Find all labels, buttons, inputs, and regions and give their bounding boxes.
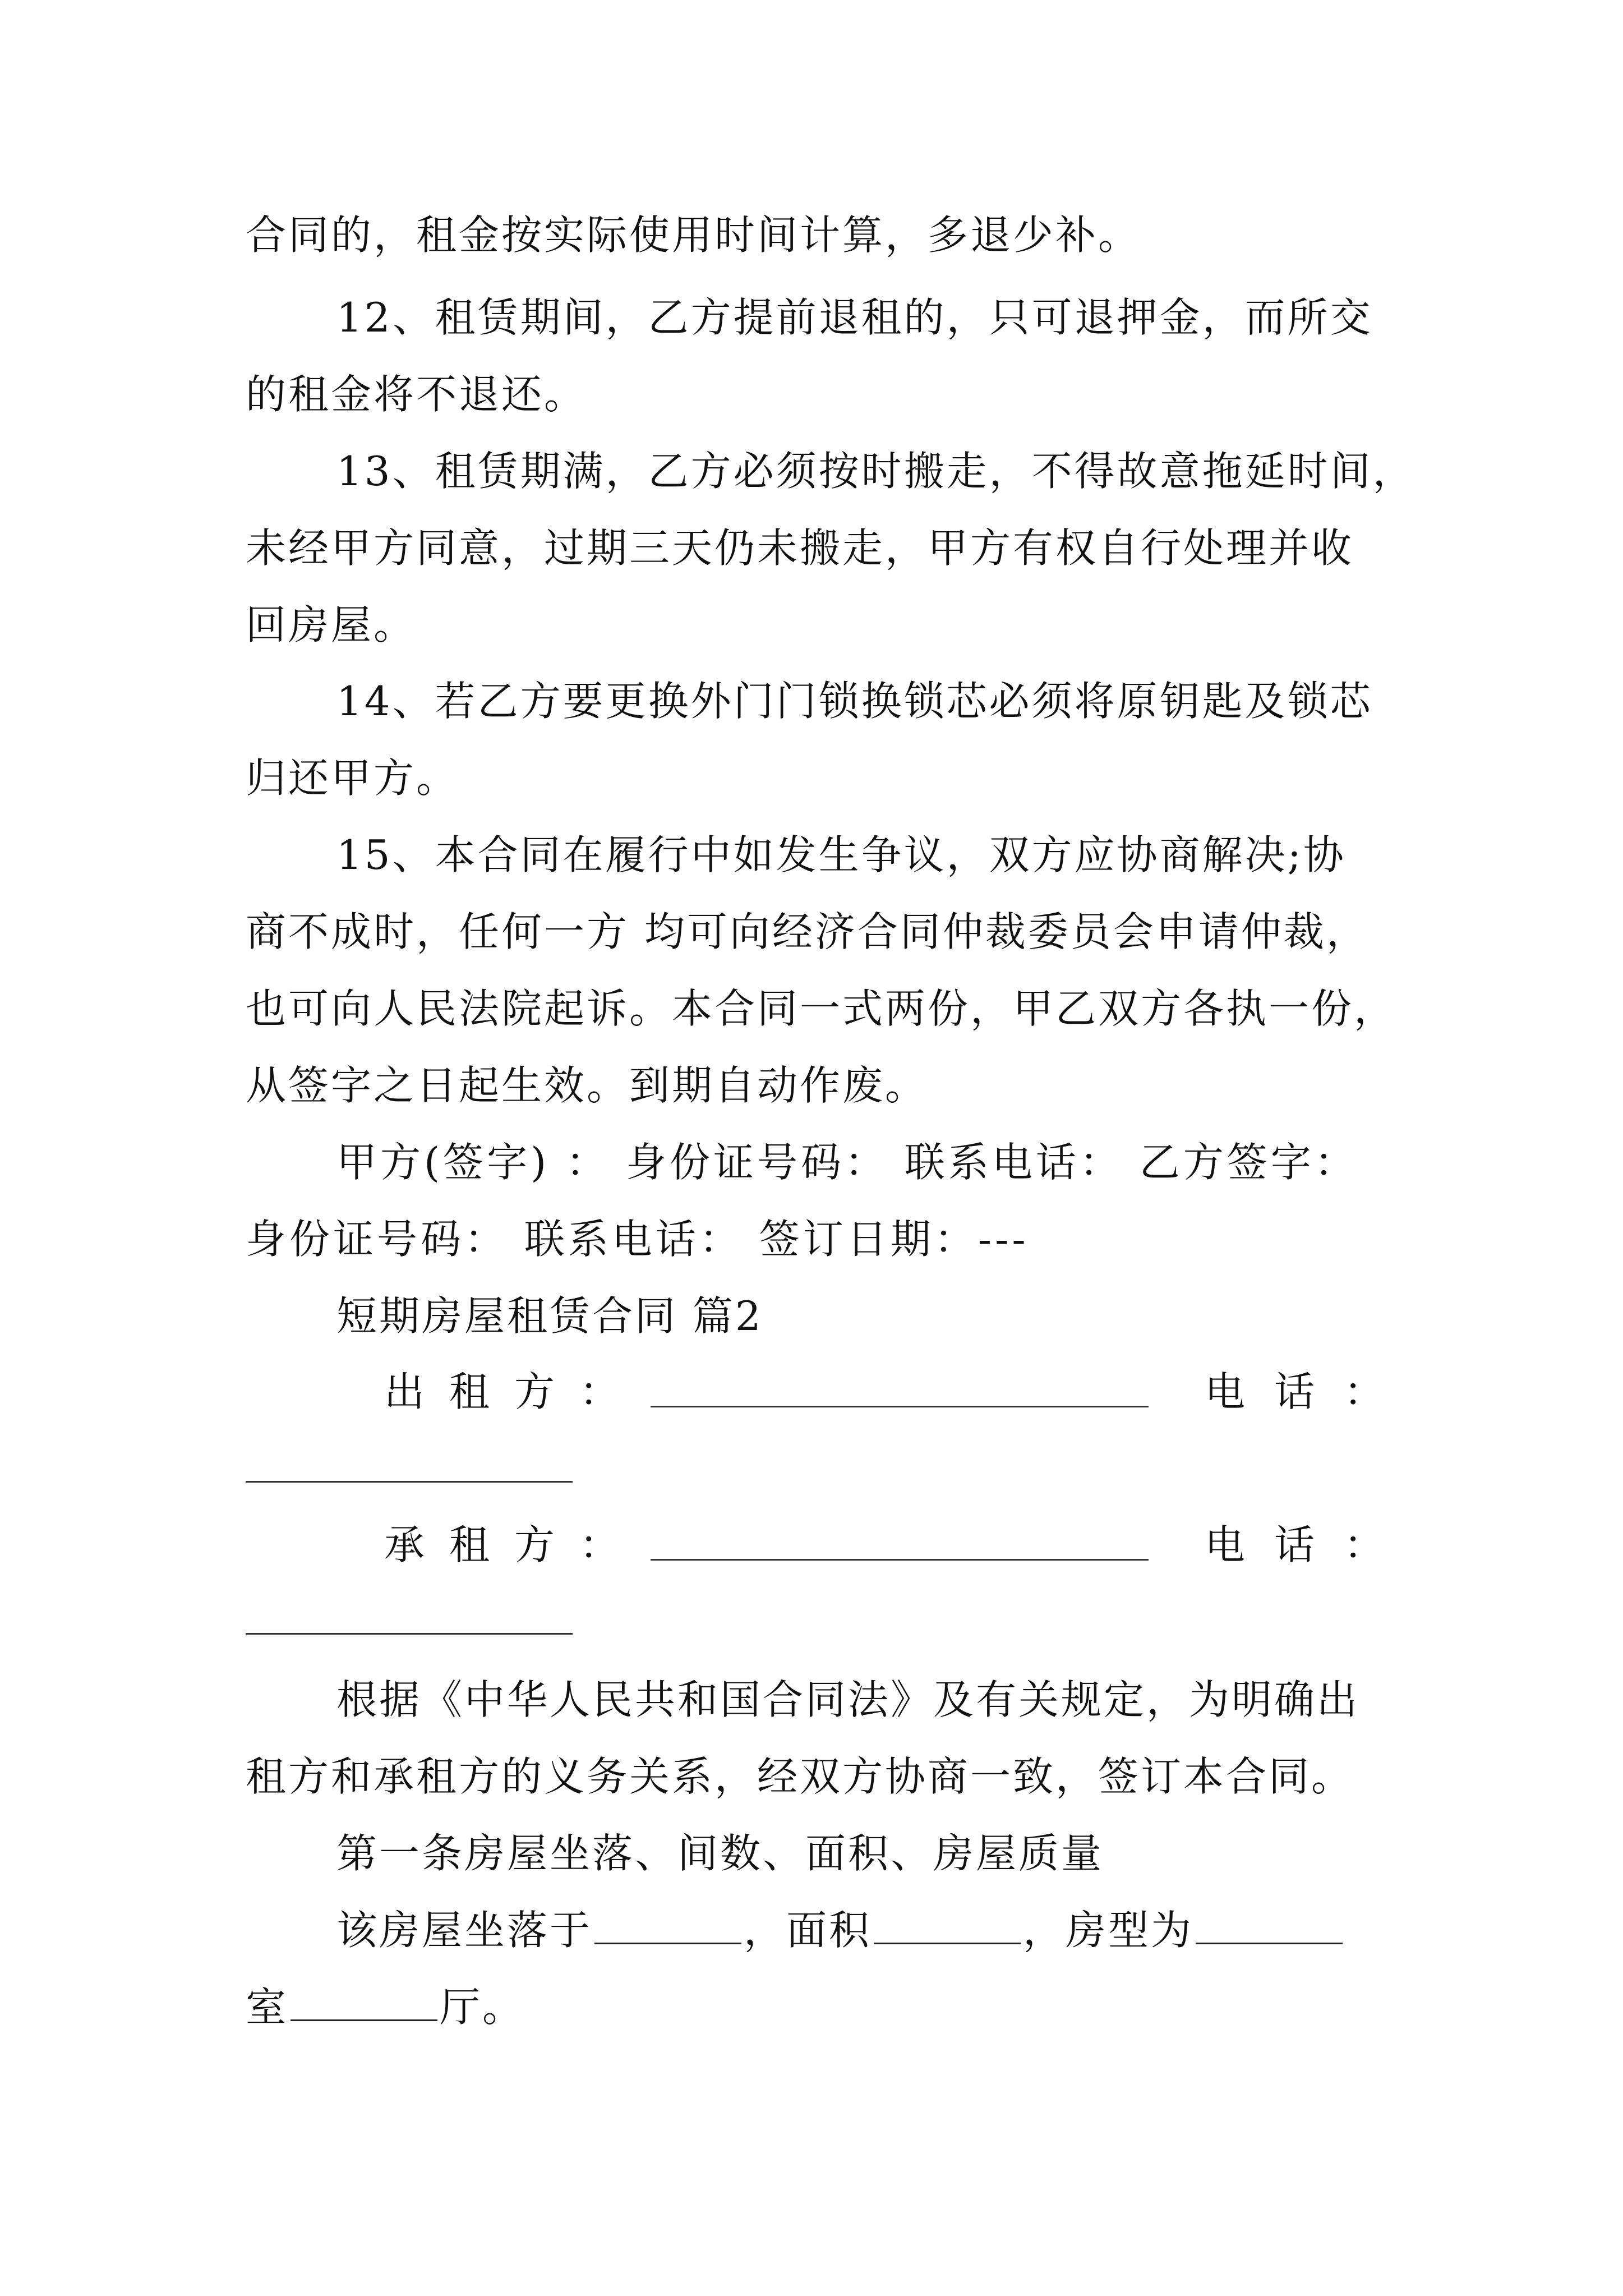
paragraph-line: 14、若乙方要更换外门门锁换锁芯必须将原钥匙及锁芯: [336, 678, 1373, 725]
paragraph-line: 根据《中华人民共和国合同法》及有关规定，为明确出: [336, 1676, 1360, 1723]
article-title: 第一条房屋坐落、间数、面积、房屋质量: [336, 1830, 1104, 1877]
location-blank: [594, 1913, 741, 1944]
signature-line: 甲方(签字) ： 身份证号码： 联系电话： 乙方签字：: [336, 1139, 1358, 1186]
house-type-line: [246, 1984, 525, 2031]
type-label: ，房型为: [1023, 1907, 1194, 1954]
lessee-phone-line: [246, 1633, 573, 1635]
lessor-label: 出租方：: [384, 1368, 645, 1415]
paragraph-line: 15、本合同在履行中如发生争议，双方应协商解决;协: [336, 831, 1346, 878]
lessor-name-line: [651, 1406, 1149, 1407]
area-blank: [874, 1913, 1021, 1944]
paragraph-line: 从签字之日起生效。到期自动作废。: [246, 1062, 928, 1109]
hall-count-blank: [291, 1990, 437, 2021]
paragraph-line: 合同的，租金按实际使用时间计算，多退少补。: [246, 211, 1141, 259]
house-location-line: [336, 1907, 1345, 1954]
paragraph-line: 未经甲方同意，过期三天仍未搬走，甲方有权自行处理并收: [246, 524, 1354, 572]
lessee-label: 承租方：: [384, 1521, 645, 1568]
lessee-phone-label: 电话：: [1205, 1521, 1414, 1568]
section-title: 短期房屋租赁合同 篇2: [336, 1292, 763, 1340]
room-count-blank: [1196, 1913, 1343, 1944]
house-location-label: 该房屋坐落于: [336, 1907, 593, 1954]
lessor-phone-label: 电话：: [1205, 1368, 1414, 1415]
paragraph-line: 也可向人民法院起诉。本合同一式两份，甲乙双方各执一份，: [246, 985, 1397, 1032]
paragraph-line: 13、租赁期满，乙方必须按时搬走，不得故意拖延时间，: [336, 448, 1415, 495]
paragraph-line: 回房屋。: [246, 601, 417, 648]
paragraph-line: 归还甲方。: [246, 754, 459, 802]
lessor-phone-line: [246, 1481, 573, 1483]
hall-unit: 厅。: [440, 1984, 525, 2031]
paragraph-line: 的租金将不退还。: [246, 371, 587, 418]
paragraph-line: 租方和承租方的义务关系，经双方协商一致，签订本合同。: [246, 1753, 1354, 1800]
area-label: ，面积: [744, 1907, 872, 1954]
signature-line: 身份证号码： 联系电话： 签订日期：---: [246, 1216, 1029, 1263]
lessee-name-line: [651, 1559, 1149, 1561]
paragraph-line: 商不成时，任何一方 均可向经济合同仲裁委员会申请仲裁，: [246, 908, 1369, 955]
room-unit: 室: [246, 1984, 289, 2031]
paragraph-line: 12、租赁期间，乙方提前退租的，只可退押金，而所交: [336, 294, 1373, 341]
